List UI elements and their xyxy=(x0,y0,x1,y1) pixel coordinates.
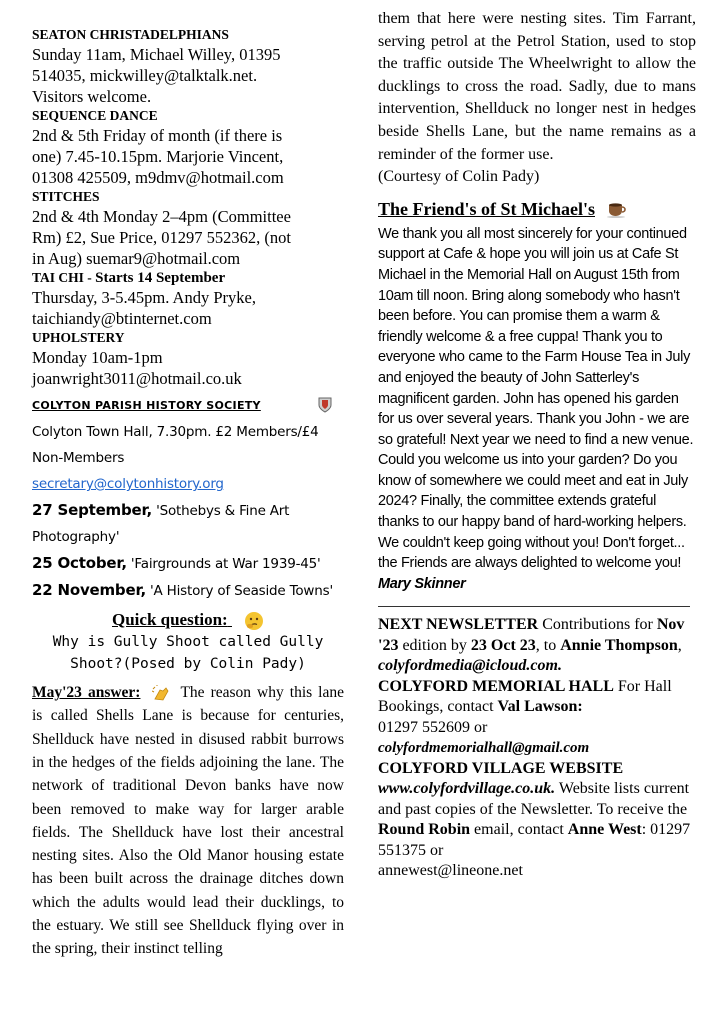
friends-body xyxy=(378,224,696,595)
nn-email[interactable]: colyfordmedia@icloud.com. xyxy=(378,657,562,675)
right-column xyxy=(378,8,696,882)
friends-signature: Mary Skinner xyxy=(378,575,466,592)
hall-text: For Hall Bookings, contact xyxy=(378,677,672,716)
talk-line xyxy=(32,550,344,577)
answer-label: May'23 answer: xyxy=(32,684,141,702)
talk-title: 'Sothebys & Fine Art xyxy=(152,503,290,519)
hall-name: Val Lawson: xyxy=(497,698,583,716)
nn-text: , to xyxy=(535,636,561,654)
history-email-link[interactable]: secretary@colytonhistory.org xyxy=(32,476,224,492)
web-name: Anne West xyxy=(567,821,642,839)
text-line: Visitors welcome. xyxy=(32,87,152,106)
hall-phone: 01297 552609 or xyxy=(378,718,488,736)
question-line: Shoot?(Posed by Colin Pady) xyxy=(70,656,306,673)
text-line: 01308 425509, m9dmv@hotmail.com xyxy=(32,168,284,187)
answer-first: The reason why this xyxy=(180,684,313,702)
history-heading xyxy=(32,397,332,413)
talk-title: 'Fairgrounds at War 1939-45' xyxy=(126,556,321,572)
thinking-face-icon xyxy=(244,611,264,631)
friends-title xyxy=(378,199,696,220)
hall-label: COLYFORD MEMORIAL HALL xyxy=(378,677,614,695)
nn-name: Annie Thompson xyxy=(560,636,678,654)
section-heading: SEATON CHRISTADELPHIANS xyxy=(32,27,229,42)
sequence-dance xyxy=(32,107,344,188)
talk-line xyxy=(32,577,344,604)
friends-text: We thank you all most sincerely for your continued support at Cafe & hope you will join us at Cafe St Michael in the Memorial Hall on August 15th from 10am till noon. Bring along somebody who hasn't been before. You can promise them a warm & friendly welcome & a free cuppa! Thank you to everyone who came to the Farm House Tea in July and enjoyed the beauty of John Satterley's magnificent garden. John has opened his garden for us over several years. Thank you John - we are so grateful! Next year we need to find a new venue. Could you welcome us into your garden? Do you know of somewhere we could meet and eat in July 2024? Finally, the committee extends grateful thanks to our happy band of hard-working helpers. We couldn't keep going without you! Don't forget... the Friends are always delighted to welcome you! xyxy=(378,225,694,572)
web-email[interactable]: annewest@lineone.net xyxy=(378,862,523,880)
talk-line xyxy=(32,524,344,550)
talk-line xyxy=(32,497,344,524)
quick-question xyxy=(32,610,344,675)
tai-chi-start: Starts 14 September xyxy=(95,270,226,286)
web-text: : 01297 551375 or xyxy=(378,821,691,859)
talk-date: 25 October, xyxy=(32,554,127,572)
history-nonmembers-line xyxy=(32,445,344,497)
section-heading: SEQUENCE DANCE xyxy=(32,108,158,123)
web-label: COLYFORD VILLAGE WEBSITE xyxy=(378,759,624,777)
web-text: Website lists current and past copies of the Newsletter. To receive the xyxy=(378,780,690,818)
history-venue: Colyton Town Hall, 7.30pm. £2 Members/£4 xyxy=(32,424,319,440)
clapping-hands-icon xyxy=(152,685,170,703)
tai-chi-heading: TAI CHI - xyxy=(32,270,96,285)
answer-text: lane is called Shells Lane is because for centuries, Shellduck have nested in disused rabbit burrows in the hedges of the fields adjoining the lane. The network of traditional Devon banks have now been removed to make way for larger arable fields. The Shellduck have lost their ancestral nesting sites. Also the Old Manor housing estate has been built across the drainage ditches down which the adults would lead their ducklings, to the estuary. We still see Shellduck flying over in the spring, their instinct telling xyxy=(32,684,344,958)
text-line: Sunday 11am, Michael Willey, 01395 xyxy=(32,45,281,64)
quick-question-title xyxy=(32,610,344,631)
upholstery xyxy=(32,329,344,389)
text-line: 2nd & 4th Monday 2–4pm (Committee xyxy=(32,207,291,226)
text-line: joanwright3011@hotmail.co.uk xyxy=(32,369,242,388)
courtesy-line: (Courtesy of Colin Pady) xyxy=(378,168,540,186)
history-society xyxy=(32,397,344,604)
talk-title: Photography' xyxy=(32,529,120,545)
web-url[interactable]: www.colyfordvillage.co.uk. xyxy=(378,780,556,798)
text-line: Rm) £2, Sue Price, 01297 552362, (not xyxy=(32,228,291,247)
talk-title: 'A History of Seaside Towns' xyxy=(145,583,333,599)
nn-date: 23 Oct 23 xyxy=(470,636,536,654)
memorial-hall xyxy=(378,677,696,759)
text-line: Monday 10am-1pm xyxy=(32,348,163,367)
hall-email[interactable]: colyfordmemorialhall@gmail.com xyxy=(378,740,590,757)
nn-nov: Nov '23 xyxy=(378,616,685,654)
next-newsletter xyxy=(378,615,696,677)
talk-date: 22 November, xyxy=(32,581,146,599)
stitches xyxy=(32,188,344,269)
answer-continuation: them that here were nesting sites. Tim Farrant, serving petrol at the Petrol Station, used to stop the traffic outside The Wheelwright to allow the ducklings to cross the road. Sadly, due to mans intervention, Shellduck no longer nest in hedges beside Shells Lane, but the name remains as a reminder of the former use. xyxy=(378,10,696,163)
divider xyxy=(378,606,690,607)
web-round-robin: Round Robin xyxy=(378,821,471,839)
tai-chi xyxy=(32,269,344,329)
answer-paragraph xyxy=(32,681,344,961)
section-heading: UPHOLSTERY xyxy=(32,330,125,345)
quick-question-label: Quick question: xyxy=(112,610,228,629)
text-line: in Aug) suemar9@hotmail.com xyxy=(32,249,241,268)
text-line: 514035, mickwilley@talktalk.net. xyxy=(32,66,258,85)
nn-text: Contributions for xyxy=(538,616,653,634)
shield-icon xyxy=(318,397,332,413)
section-heading: STITCHES xyxy=(32,189,100,204)
nn-text: , xyxy=(677,636,682,654)
text-line: one) 7.45-10.15pm. Marjorie Vincent, xyxy=(32,147,284,166)
coffee-cup-icon xyxy=(607,200,629,218)
seaton-christadelphians xyxy=(32,26,344,107)
text-line: Thursday, 3-5.45pm. Andy Pryke, xyxy=(32,288,256,307)
text-line: 2nd & 5th Friday of month (if there is xyxy=(32,126,283,145)
village-website xyxy=(378,759,696,882)
nn-label: NEXT NEWSLETTER xyxy=(378,616,539,634)
friends-title-text: The Friend's of St Michael's xyxy=(378,198,595,219)
section-heading xyxy=(32,269,344,287)
text-line: taichiandy@btinternet.com xyxy=(32,309,212,328)
left-column xyxy=(32,26,344,961)
web-text: email, contact xyxy=(470,821,568,839)
nonmembers-text: Non-Members xyxy=(32,450,125,466)
nn-text: edition by xyxy=(398,636,471,654)
question-line: Why is Gully Shoot called Gully xyxy=(52,634,324,651)
history-heading-text: COLYTON PARISH HISTORY SOCIETY xyxy=(32,398,261,412)
talk-date: 27 September, xyxy=(32,501,152,519)
